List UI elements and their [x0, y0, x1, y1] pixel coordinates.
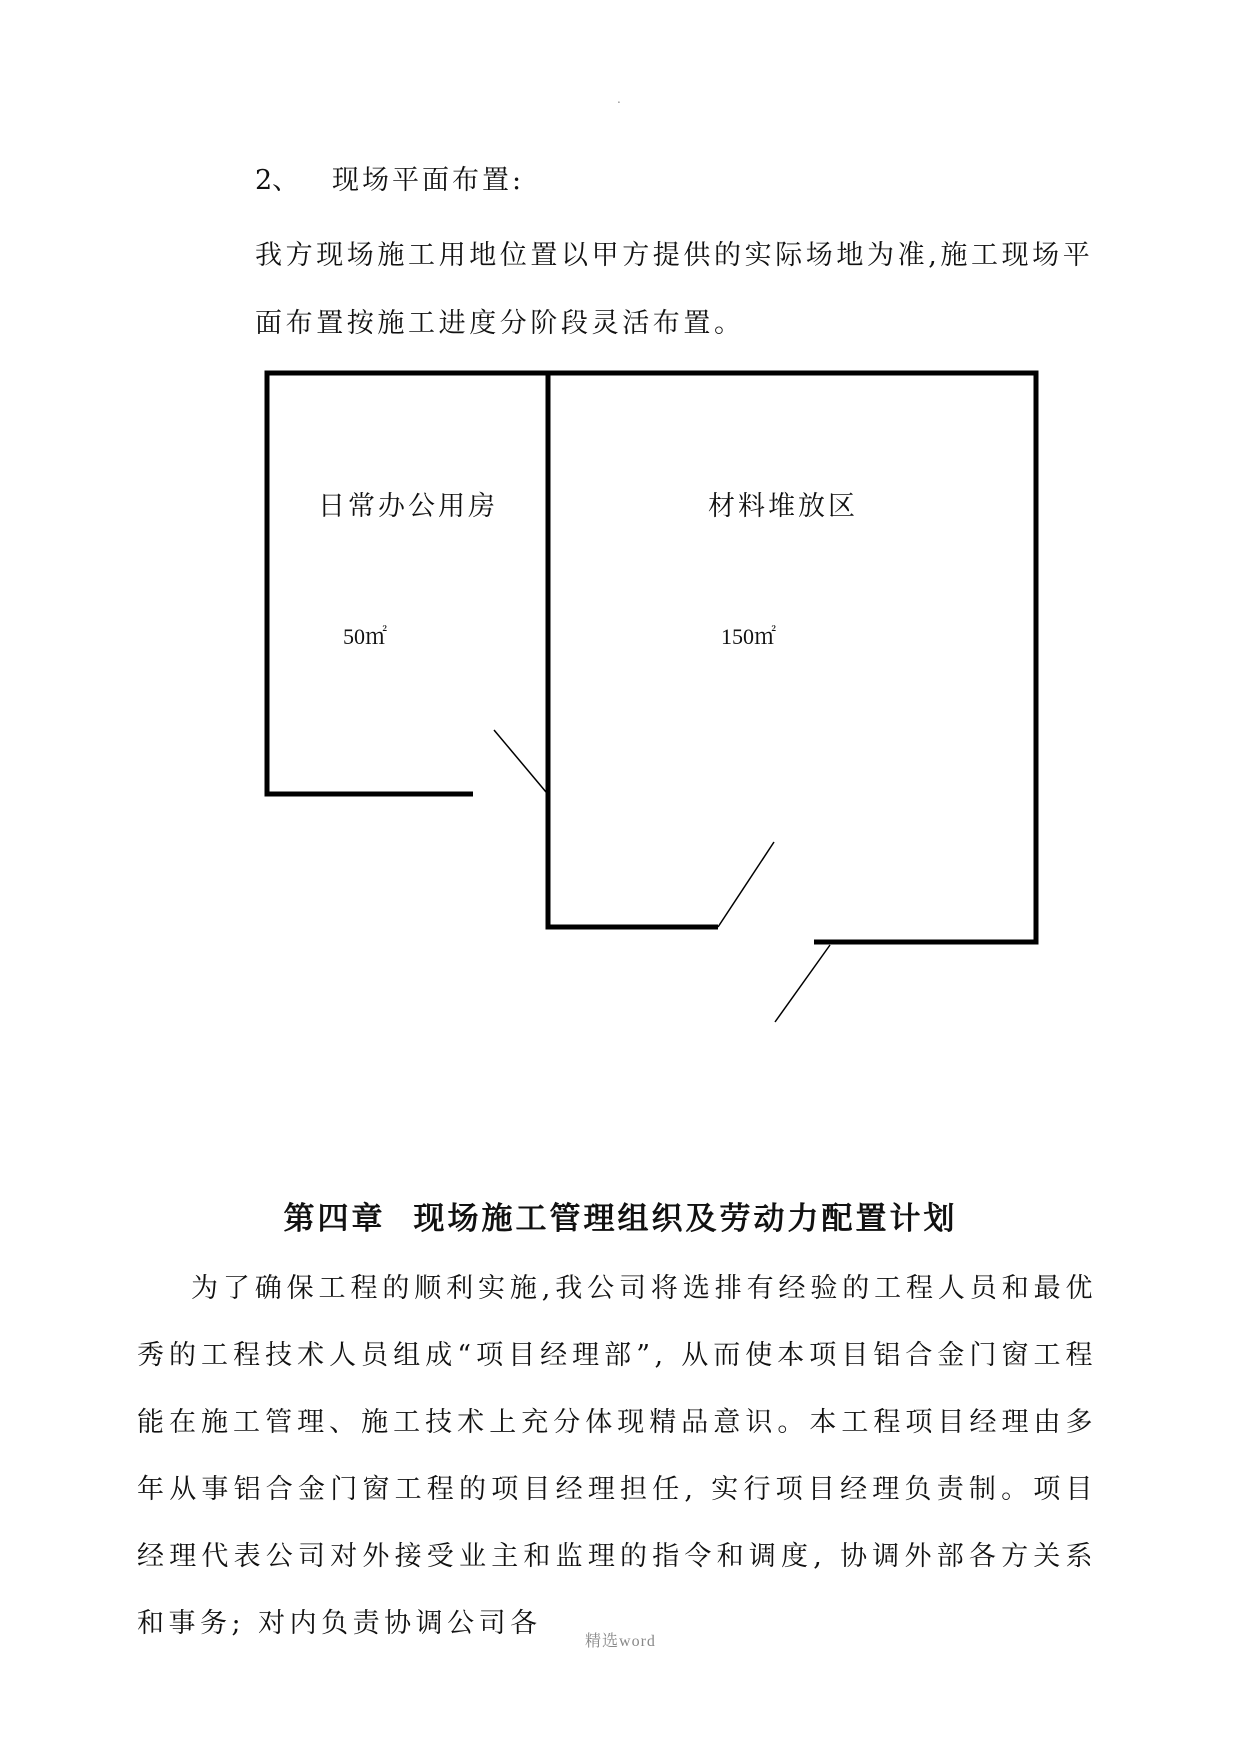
chapter-number: 第四章 — [283, 1201, 386, 1237]
chapter-heading — [0, 1193, 1241, 1238]
office-door — [494, 730, 546, 792]
storage-wall — [548, 373, 1036, 942]
section-paragraph: 我方现场施工用地位置以甲方提供的实际场地为准,施工现场平面布置按施工进度分阶段灵活布置。 — [255, 240, 1094, 339]
storage-name: 材料堆放区 — [708, 491, 858, 522]
storage-area: 150㎡ — [721, 624, 777, 649]
body-text: 为了确保工程的顺利实施,我公司将选排有经验的工程人员和最优秀的工程技术人员组成“项目经理部”, 从而使本项目铝合金门窗工程能在施工管理、施工技术上充分体现精品意识。本工程项目经理由多年从事铝合金门窗工程的项目经理担任, 实行项目经理负责制。项目经理代表公司对外接受业主和监理的指令和调度, 协调外部各方关系和事务; 对内负责协调公司各 — [137, 1273, 1097, 1639]
chapter-title: 现场施工管理组织及劳动力配置计划 — [413, 1201, 958, 1237]
footer-text: 精选word — [585, 1633, 656, 1650]
section-title: 现场平面布置: — [332, 165, 525, 196]
site-gate — [775, 945, 830, 1022]
office-wall — [267, 373, 548, 794]
storage-wall-lower — [548, 790, 718, 927]
office-area: 50㎡ — [343, 624, 388, 649]
storage-door — [718, 842, 774, 927]
body-paragraph — [137, 1255, 1097, 1657]
header-mark: . — [617, 92, 621, 106]
office-name: 日常办公用房 — [318, 491, 498, 522]
section-number: 2、 — [255, 165, 300, 196]
